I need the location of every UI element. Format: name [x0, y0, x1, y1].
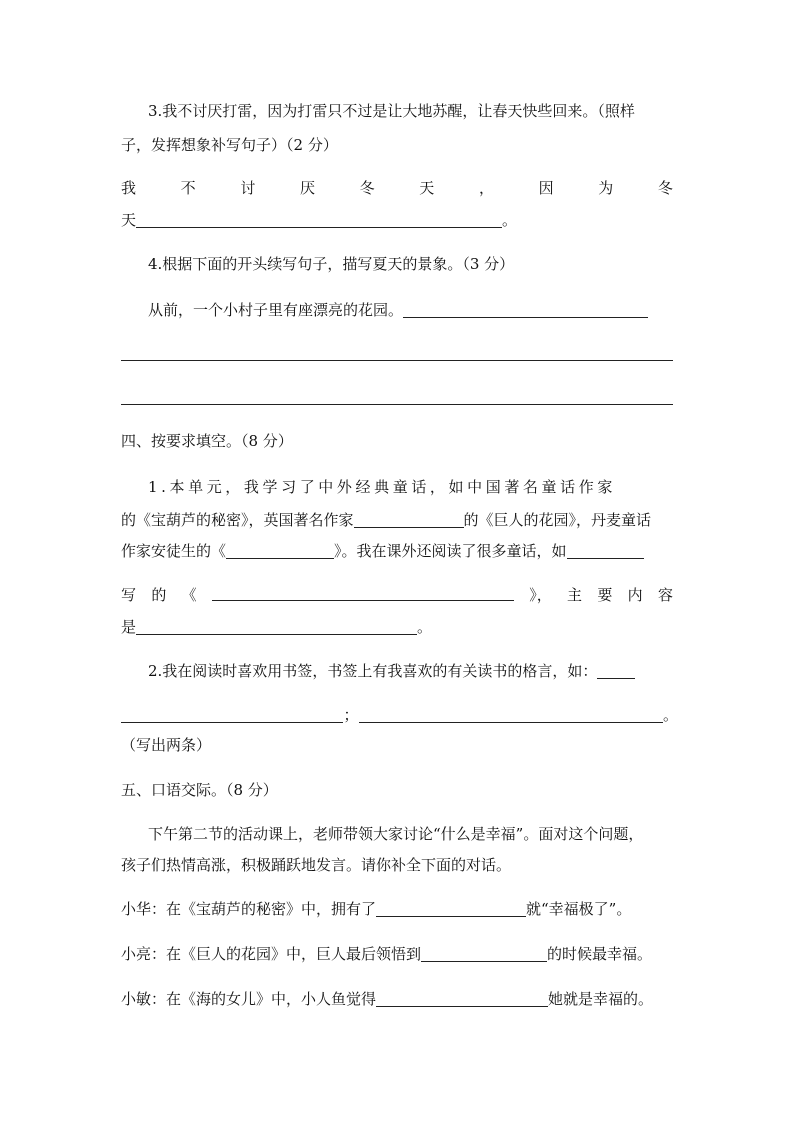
- extra-author-blank[interactable]: [567, 543, 644, 559]
- s4-item2-note: （写出两条）: [121, 736, 212, 754]
- dialogue-xiaohua: 小华：在《宝葫芦的秘密》中，拥有了 就“幸福极了”。: [121, 900, 632, 918]
- motto-blank-2[interactable]: [359, 707, 663, 723]
- s4-item1-line4: 写 的 《 》， 主 要 内 容: [121, 586, 673, 604]
- q3-char: 我: [121, 179, 137, 197]
- s4-item1-line3: 作家安徒生的《 》。我在课外还阅读了很多童话，如: [121, 541, 644, 561]
- q3-char: ，: [478, 179, 494, 197]
- section5-heading: 五、口语交际。（8 分）: [121, 781, 278, 799]
- xiaoliang-blank[interactable]: [421, 946, 547, 962]
- q3-char: 不: [180, 179, 196, 197]
- q3-char: 讨: [240, 179, 256, 197]
- q4-lead: 从前，一个小村子里有座漂亮的花园。: [148, 300, 648, 320]
- q4-blank-1[interactable]: [403, 302, 648, 318]
- q3-justified-line: [121, 178, 673, 198]
- q3-char: 冬: [657, 179, 673, 197]
- q3-answer-blank[interactable]: [136, 212, 502, 228]
- s4-item1-line1: 1.本单元，我学习了中外经典童话，如中国著名童话作家: [148, 478, 616, 496]
- british-author-blank[interactable]: [354, 512, 464, 528]
- xiaohua-blank[interactable]: [376, 901, 526, 917]
- motto-blank-1[interactable]: [121, 707, 343, 723]
- q3-char: 因: [538, 179, 554, 197]
- main-content-blank[interactable]: [136, 619, 417, 635]
- q3-char: 厌: [299, 179, 315, 197]
- q3-line4: 天 。: [121, 211, 518, 229]
- s4-item1-line2: 的《宝葫芦的秘密》，英国著名作家 的《巨人的花园》，丹麦童话: [121, 511, 652, 529]
- dialogue-xiaomin: 小敏：在《海的女儿》中，小人鱼觉得 她就是幸福的。: [121, 990, 654, 1008]
- dialogue-xiaoliang: 小亮：在《巨人的花园》中，巨人最后领悟到 的时候最幸福。: [121, 945, 653, 963]
- q3-line2: 子，发挥想象补写句子）（2 分）: [121, 136, 338, 154]
- q3-char: 为: [598, 179, 614, 197]
- q3-char: 天: [419, 179, 435, 197]
- s4-item2-line2: ； 。: [121, 705, 678, 725]
- s4-item1-line5: 是 。: [121, 618, 433, 636]
- s5-intro-line1: 下午第二节的活动课上，老师带领大家讨论“什么是幸福”。面对这个问题，: [148, 825, 644, 843]
- q4-blank-line-2[interactable]: [121, 360, 673, 361]
- extra-book-title-blank[interactable]: [212, 585, 514, 601]
- section4-heading: 四、按要求填空。（8 分）: [121, 432, 293, 450]
- q3-line1: 3.我不讨厌打雷，因为打雷只不过是让大地苏醒，让春天快些回来。（照样: [148, 102, 635, 120]
- s5-intro-line2: 孩子们热情高涨，积极踊跃地发言。请你补全下面的对话。: [121, 856, 512, 874]
- motto-blank-start[interactable]: [597, 663, 635, 679]
- q3-char: 冬: [359, 179, 375, 197]
- andersen-work-blank[interactable]: [226, 543, 334, 559]
- xiaomin-blank[interactable]: [376, 991, 548, 1007]
- q4-blank-line-3[interactable]: [121, 404, 673, 405]
- q4-title: 4.根据下面的开头续写句子，描写夏天的景象。（3 分）: [148, 255, 515, 273]
- s4-item2-line1: 2.我在阅读时喜欢用书签，书签上有我喜欢的有关读书的格言，如：: [148, 661, 635, 681]
